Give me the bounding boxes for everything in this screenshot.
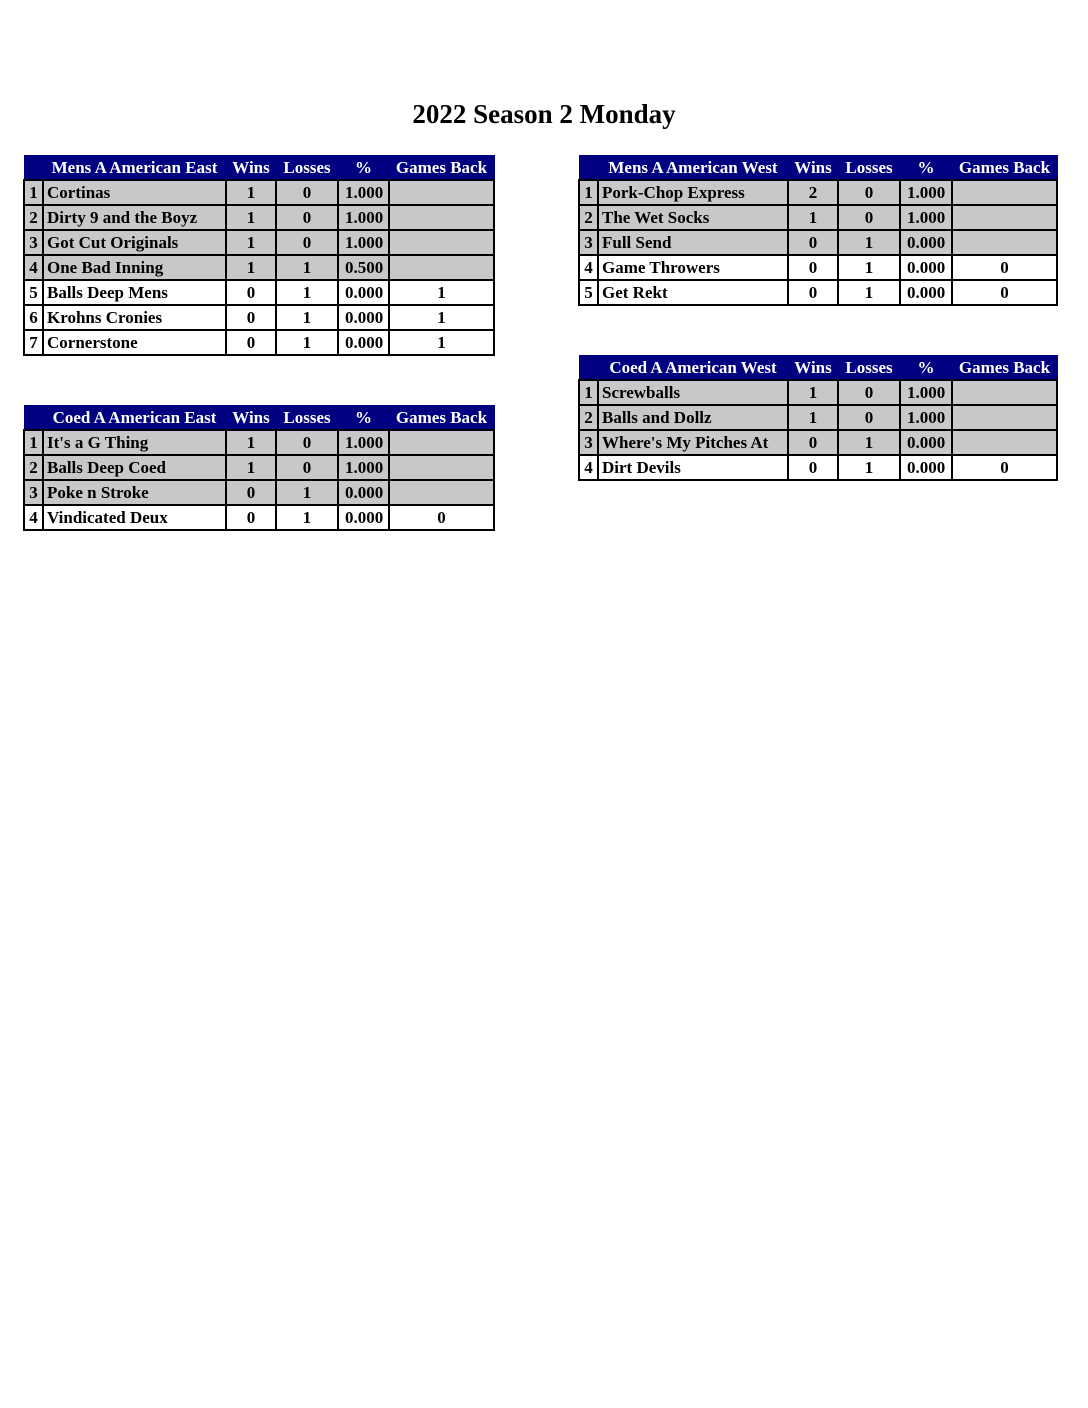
wins-cell: 1 [226, 430, 276, 455]
team-cell: Balls and Dollz [598, 405, 788, 430]
rank-cell: 1 [579, 180, 598, 205]
team-cell: Game Throwers [598, 255, 788, 280]
games-back-cell: 0 [952, 280, 1057, 305]
team-cell: Screwballs [598, 380, 788, 405]
rank-cell: 4 [579, 255, 598, 280]
wins-header: Wins [226, 406, 276, 431]
wins-cell: 1 [226, 455, 276, 480]
games-back-cell [952, 205, 1057, 230]
rank-cell: 5 [579, 280, 598, 305]
pct-cell: 0.000 [900, 280, 952, 305]
rank-cell: 4 [24, 505, 43, 530]
losses-cell: 1 [276, 305, 338, 330]
wins-cell: 1 [788, 405, 838, 430]
table-row [24, 230, 494, 255]
pct-cell: 1.000 [900, 205, 952, 230]
wins-header: Wins [226, 156, 276, 181]
wins-cell: 0 [226, 305, 276, 330]
rank-header [579, 156, 598, 181]
rank-cell: 2 [24, 205, 43, 230]
pct-cell: 1.000 [900, 405, 952, 430]
table-row [24, 480, 494, 505]
pct-cell: 1.000 [338, 455, 389, 480]
pct-cell: 1.000 [900, 380, 952, 405]
rank-cell: 2 [24, 455, 43, 480]
games-back-header: Games Back [952, 156, 1057, 181]
wins-cell: 0 [788, 280, 838, 305]
losses-cell: 0 [838, 405, 900, 430]
losses-cell: 0 [276, 455, 338, 480]
games-back-header: Games Back [952, 356, 1057, 381]
team-cell: Poke n Stroke [43, 480, 226, 505]
games-back-cell: 1 [389, 305, 494, 330]
pct-header: % [900, 356, 952, 381]
wins-cell: 0 [788, 255, 838, 280]
rank-cell: 5 [24, 280, 43, 305]
table-row [24, 280, 494, 305]
games-back-cell [952, 405, 1057, 430]
pct-cell: 1.000 [338, 430, 389, 455]
rank-cell: 2 [579, 205, 598, 230]
pct-cell: 0.000 [900, 230, 952, 255]
wins-cell: 1 [788, 380, 838, 405]
team-cell: Get Rekt [598, 280, 788, 305]
table-row [24, 180, 494, 205]
rank-cell: 3 [579, 430, 598, 455]
wins-cell: 0 [788, 230, 838, 255]
rank-header [579, 356, 598, 381]
pct-cell: 1.000 [338, 205, 389, 230]
team-cell: It's a G Thing [43, 430, 226, 455]
pct-cell: 0.000 [900, 430, 952, 455]
losses-cell: 0 [838, 180, 900, 205]
table-row [579, 405, 1057, 430]
team-cell: Got Cut Originals [43, 230, 226, 255]
standings-table-coed-west [578, 355, 1058, 481]
wins-cell: 0 [788, 455, 838, 480]
games-back-cell [389, 430, 494, 455]
table-header [24, 406, 494, 431]
losses-header: Losses [838, 356, 900, 381]
rank-cell: 3 [579, 230, 598, 255]
page-title: 2022 Season 2 Monday [412, 99, 676, 129]
pct-header: % [338, 156, 389, 181]
losses-cell: 1 [838, 280, 900, 305]
rank-cell: 3 [24, 480, 43, 505]
team-cell: Cortinas [43, 180, 226, 205]
division-name: Mens A American East [43, 156, 226, 181]
wins-cell: 2 [788, 180, 838, 205]
team-cell: Pork-Chop Express [598, 180, 788, 205]
pct-cell: 1.000 [338, 180, 389, 205]
losses-header: Losses [276, 406, 338, 431]
table-row [24, 205, 494, 230]
wins-cell: 1 [226, 255, 276, 280]
losses-cell: 1 [838, 455, 900, 480]
wins-cell: 1 [226, 180, 276, 205]
games-back-cell [952, 380, 1057, 405]
losses-cell: 0 [838, 380, 900, 405]
games-back-cell [389, 480, 494, 505]
table-row [24, 255, 494, 280]
wins-cell: 0 [226, 330, 276, 355]
losses-cell: 0 [276, 180, 338, 205]
division-name: Coed A American West [598, 356, 788, 381]
losses-cell: 1 [838, 430, 900, 455]
team-cell: The Wet Socks [598, 205, 788, 230]
team-cell: One Bad Inning [43, 255, 226, 280]
rank-cell: 3 [24, 230, 43, 255]
table-row [579, 380, 1057, 405]
games-back-cell: 1 [389, 330, 494, 355]
pct-cell: 0.000 [338, 480, 389, 505]
losses-cell: 1 [276, 480, 338, 505]
losses-cell: 1 [838, 230, 900, 255]
team-cell: Where's My Pitches At [598, 430, 788, 455]
games-back-cell [389, 205, 494, 230]
wins-header: Wins [788, 356, 838, 381]
wins-cell: 1 [226, 205, 276, 230]
games-back-cell [952, 230, 1057, 255]
wins-cell: 0 [788, 430, 838, 455]
table-header [579, 356, 1057, 381]
wins-cell: 1 [226, 230, 276, 255]
losses-header: Losses [838, 156, 900, 181]
team-cell: Dirty 9 and the Boyz [43, 205, 226, 230]
standings-table-mens-east [23, 155, 495, 356]
wins-cell: 0 [226, 505, 276, 530]
rank-cell: 7 [24, 330, 43, 355]
losses-cell: 1 [276, 505, 338, 530]
pct-cell: 0.000 [338, 305, 389, 330]
rank-header [24, 156, 43, 181]
games-back-cell [952, 430, 1057, 455]
table-header [579, 156, 1057, 181]
losses-cell: 0 [276, 230, 338, 255]
rank-cell: 1 [24, 430, 43, 455]
team-cell: Balls Deep Coed [43, 455, 226, 480]
pct-cell: 1.000 [900, 180, 952, 205]
losses-cell: 1 [276, 280, 338, 305]
team-cell: Krohns Cronies [43, 305, 226, 330]
games-back-cell [389, 255, 494, 280]
rank-cell: 6 [24, 305, 43, 330]
rank-cell: 1 [579, 380, 598, 405]
losses-cell: 1 [838, 255, 900, 280]
table-row [579, 205, 1057, 230]
standings-table-coed-east [23, 405, 495, 531]
pct-cell: 1.000 [338, 230, 389, 255]
losses-cell: 1 [276, 330, 338, 355]
table-row [579, 255, 1057, 280]
games-back-cell: 0 [389, 505, 494, 530]
pct-cell: 0.000 [338, 505, 389, 530]
table-header [24, 156, 494, 181]
pct-cell: 0.500 [338, 255, 389, 280]
wins-cell: 0 [226, 280, 276, 305]
table-row [24, 455, 494, 480]
losses-cell: 0 [838, 205, 900, 230]
table-row [24, 330, 494, 355]
rank-header [24, 406, 43, 431]
table-row [24, 505, 494, 530]
rank-cell: 4 [24, 255, 43, 280]
wins-cell: 0 [226, 480, 276, 505]
rank-cell: 4 [579, 455, 598, 480]
games-back-cell [389, 455, 494, 480]
games-back-header: Games Back [389, 156, 494, 181]
losses-cell: 0 [276, 205, 338, 230]
games-back-cell: 1 [389, 280, 494, 305]
losses-cell: 0 [276, 430, 338, 455]
rank-cell: 2 [579, 405, 598, 430]
team-cell: Balls Deep Mens [43, 280, 226, 305]
rank-cell: 1 [24, 180, 43, 205]
games-back-cell: 0 [952, 255, 1057, 280]
team-cell: Dirt Devils [598, 455, 788, 480]
standings-table-mens-west [578, 155, 1058, 306]
games-back-cell [952, 180, 1057, 205]
wins-cell: 1 [788, 205, 838, 230]
games-back-cell [389, 230, 494, 255]
table-row [579, 230, 1057, 255]
table-row [24, 305, 494, 330]
games-back-cell [389, 180, 494, 205]
team-cell: Cornerstone [43, 330, 226, 355]
table-row [579, 455, 1057, 480]
games-back-header: Games Back [389, 406, 494, 431]
table-row [579, 280, 1057, 305]
pct-cell: 0.000 [900, 455, 952, 480]
pct-header: % [338, 406, 389, 431]
pct-cell: 0.000 [900, 255, 952, 280]
table-row [579, 180, 1057, 205]
losses-header: Losses [276, 156, 338, 181]
team-cell: Vindicated Deux [43, 505, 226, 530]
table-row [24, 430, 494, 455]
games-back-cell: 0 [952, 455, 1057, 480]
pct-header: % [900, 156, 952, 181]
division-name: Mens A American West [598, 156, 788, 181]
pct-cell: 0.000 [338, 280, 389, 305]
team-cell: Full Send [598, 230, 788, 255]
table-row [579, 430, 1057, 455]
pct-cell: 0.000 [338, 330, 389, 355]
division-name: Coed A American East [43, 406, 226, 431]
losses-cell: 1 [276, 255, 338, 280]
wins-header: Wins [788, 156, 838, 181]
